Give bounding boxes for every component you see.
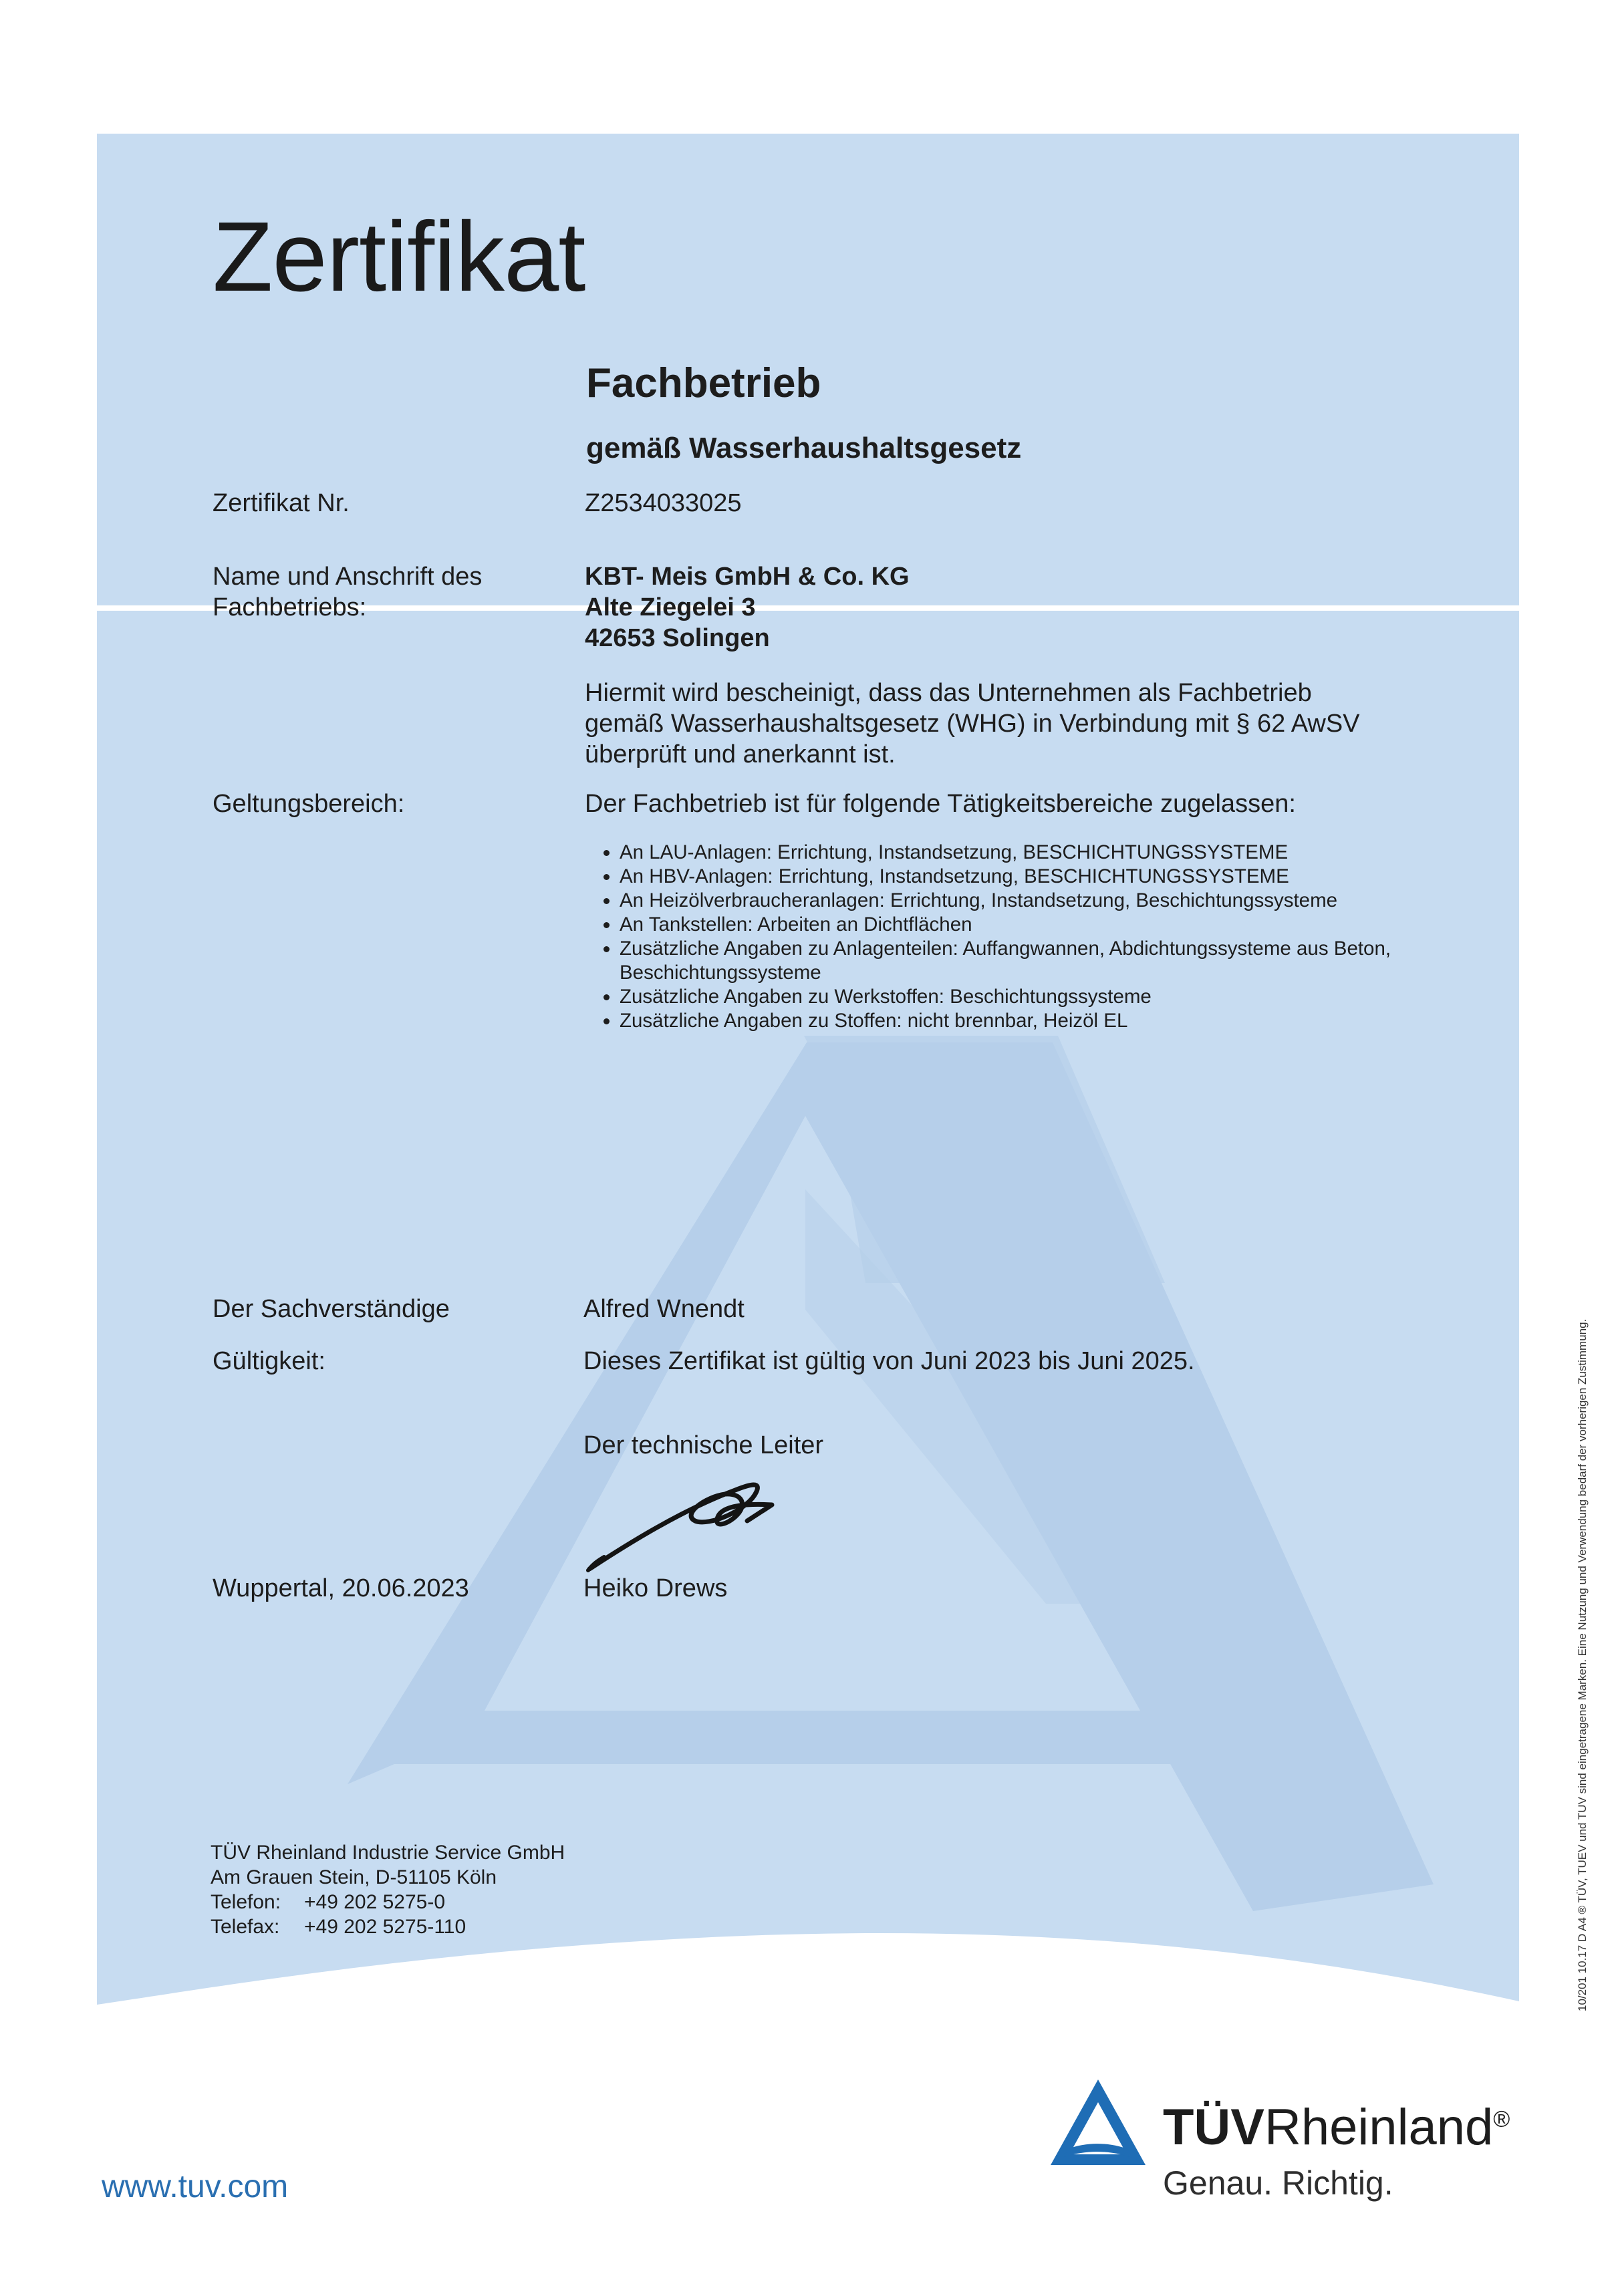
company-city: 42653 Solingen bbox=[585, 624, 770, 652]
brand-bold: TÜV bbox=[1163, 2099, 1264, 2156]
website-link[interactable]: www.tuv.com bbox=[102, 2169, 289, 2204]
tuv-logo-icon bbox=[1048, 2077, 1148, 2170]
fax-number: +49 202 5275-110 bbox=[304, 1916, 466, 1938]
place-date: Wuppertal, 20.06.2023 bbox=[213, 1574, 469, 1602]
certificate-number: Z2534033025 bbox=[585, 489, 742, 517]
certificate-subheading: gemäß Wasserhaushaltsgesetz bbox=[586, 432, 1022, 464]
trademark-note: 10/201 10.17 D A4 ® TÜV, TUEV und TUV sind eingetragene Marken. Eine Nutzung und Verwendung bedarf der vorherigen Zustimmung. bbox=[1576, 1318, 1589, 2011]
company-street: Alte Ziegelei 3 bbox=[585, 593, 756, 621]
phone-number: +49 202 5275-0 bbox=[304, 1891, 446, 1913]
issuer-fax bbox=[211, 1914, 565, 1939]
scope-label: Geltungsbereich: bbox=[213, 790, 405, 818]
expert-label: Der Sachverständige bbox=[213, 1295, 450, 1323]
issuer-company: TÜV Rheinland Industrie Service GmbH bbox=[211, 1842, 565, 1864]
company-label-line2: Fachbetriebs: bbox=[213, 593, 367, 621]
signature-icon bbox=[581, 1463, 822, 1590]
scope-item: • An Heizölverbraucheranlagen: Errichtung, Instandsetzung, Beschichtungssysteme bbox=[620, 889, 1455, 913]
scope-list bbox=[585, 841, 1455, 1033]
scope-item: • Zusätzliche Angaben zu Stoffen: nicht brennbar, Heizöl EL bbox=[620, 1009, 1455, 1033]
company-name: KBT- Meis GmbH & Co. KG bbox=[585, 563, 910, 591]
certificate-title: Zertifikat bbox=[213, 202, 585, 312]
scope-item: • An Tankstellen: Arbeiten an Dichtflächen bbox=[620, 913, 1455, 937]
scope-item: • An HBV-Anlagen: Errichtung, Instandsetzung, BESCHICHTUNGSSYSTEME bbox=[620, 865, 1455, 889]
company-label-line1: Name und Anschrift des bbox=[213, 563, 483, 591]
certificate-heading: Fachbetrieb bbox=[586, 360, 821, 406]
panel-background bbox=[97, 134, 1519, 2045]
signer-name: Heiko Drews bbox=[583, 1574, 728, 1602]
phone-label: Telefon: bbox=[211, 1891, 281, 1913]
issuer-phone bbox=[211, 1890, 565, 1914]
scope-item: • Zusätzliche Angaben zu Anlagenteilen: Auffangwannen, Abdichtungssysteme aus Beton, Beschichtungssysteme bbox=[620, 937, 1455, 985]
tech-lead-label: Der technische Leiter bbox=[583, 1431, 824, 1459]
scope-item: • Zusätzliche Angaben zu Werkstoffen: Beschichtungssysteme bbox=[620, 985, 1455, 1009]
company-address bbox=[585, 561, 910, 654]
fax-label: Telefax: bbox=[211, 1916, 280, 1938]
scope-item: • An LAU-Anlagen: Errichtung, Instandsetzung, BESCHICHTUNGSSYSTEME bbox=[620, 841, 1455, 865]
expert-name: Alfred Wnendt bbox=[583, 1295, 745, 1323]
company-label bbox=[213, 561, 482, 623]
issuer-address bbox=[211, 1840, 565, 1939]
registered-mark: ® bbox=[1493, 2106, 1510, 2132]
tuv-slogan: Genau. Richtig. bbox=[1163, 2164, 1393, 2202]
brand-regular: Rheinland bbox=[1264, 2099, 1494, 2156]
issuer-street: Am Grauen Stein, D-51105 Köln bbox=[211, 1866, 497, 1888]
certificate-number-label: Zertifikat Nr. bbox=[213, 489, 350, 517]
tuv-brand bbox=[1163, 2098, 1510, 2156]
certification-statement: Hiermit wird bescheinigt, dass das Unternehmen als Fachbetrieb gemäß Wasserhaushaltsgesetz (WHG) in Verbindung mit § 62 AwSV überprüft und anerkannt ist. bbox=[585, 679, 1360, 768]
validity-label: Gültigkeit: bbox=[213, 1347, 325, 1375]
validity-text: Dieses Zertifikat ist gültig von Juni 2023 bis Juni 2025. bbox=[583, 1347, 1195, 1375]
scope-intro: Der Fachbetrieb ist für folgende Tätigkeitsbereiche zugelassen: bbox=[585, 790, 1296, 818]
certificate-panel bbox=[97, 134, 1519, 2045]
